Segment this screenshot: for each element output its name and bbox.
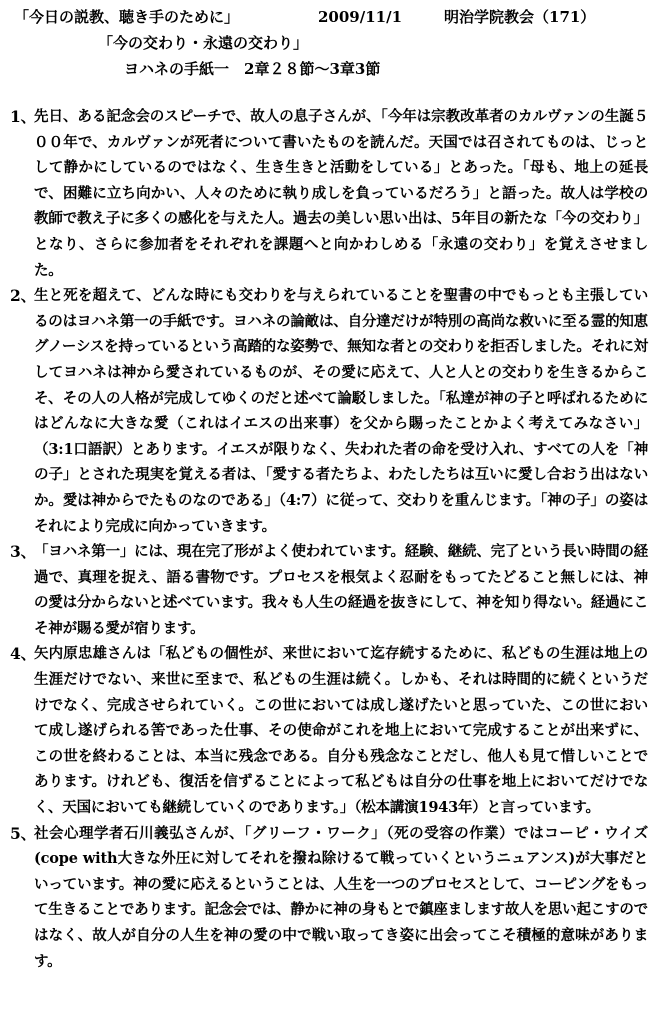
church-name: 明治学院教会（171）: [444, 8, 596, 26]
paragraph-4: [8, 641, 648, 820]
paragraph-number: 3、: [10, 542, 36, 562]
paragraph-number: 2、: [10, 286, 36, 306]
paragraph-text: 生と死を超えて、どんな時にも交わりを与えられていることを聖書の中でもっとも主張しているのはヨハネ第一の手紙です。ヨハネの論敵は、自分達だけが特別の高尚な救いに至る霊的知恵グノーシスを持っているという高踏的な姿勢で、無知な者との交わりを拒否しました。それに対してヨハネは神から愛されているものが、その愛に応えて、人と人との交わりを生きるからこそ、その人の人格が完成してゆくのだと述べて論駁しました。「私達が神の子と呼ばれるためにはどんなに大きな愛（これはイエスの出来事）を父から賜ったことかよく考えてみなさい」（3:1口語訳）とあります。イエスが限りなく、失われた者の命を受け入れ、すべての人を「神の子」とされた現実を覚える者は、「愛する者たちよ、わたしたちは互いに愛し合おう出はないか。愛は神からでたものなのである」（4:7）に従って、交わりを重んじます。「神の子」の姿はそれにより完成に向かっていきます。: [34, 287, 648, 535]
handout-date: 2009/11/1: [318, 8, 403, 26]
paragraph-number: 1、: [10, 107, 36, 126]
paragraph-number: 4、: [10, 644, 36, 664]
paragraph-3: [8, 539, 648, 641]
paragraph-text: 矢内原忠雄さんは「私どもの個性が、来世において迄存続するために、私どもの生涯は地上の生涯だけでない、来世に至まで、私どもの生涯は続く。しかも、それは時間的に続くというだけでなく、完成させられていく。この世においては成し遂げたいと思っていた、この世において成し遂げられる筈であった仕事、その使命がこれを地上において完成することが出来ずに、この世を終わることは、本当に残念である。自分も残念なことだし、他人も見て惜しいことであります。けれども、復活を信ずることによって私どもは自分の仕事を地上においてだけでなく、天国においても継続していくのであります。」（松本講演1943年）と言っています。: [34, 645, 648, 817]
sermon-title: 「今の交わり・永遠の交わり」: [98, 34, 309, 52]
paragraph-2: [8, 283, 648, 539]
paragraph-text: 社会心理学者石川義弘さんが、「グリーフ・ワーク」（死の受容の作業）ではコーピ・ウイズ(cope with大きな外圧に対してそれを撥ね除けるて戦っていくというニュアンス)が大事だといっています。神の愛に応えるということは、人生を一つのプロセスとして、コーピングをもって生きることであります。記念会では、静かに神の身もとで鎮座まします故人を思い起こすのではなく、故人が自分の人生を神の愛の中で戦い取ってき姿に出会ってこそ積極的意味があります。: [34, 824, 648, 970]
paragraph-text: 「ヨハネ第一」には、現在完了形がよく使われています。経験、継続、完了という長い時間の経過で、真理を捉え、語る書物です。プロセスを根気よく忍耐をもってたどること無しには、神の愛は分からないと述べています。我々も人生の経過を抜きにして、神を知り得ない。経過にこそ神が賜る愛が宿ります。: [34, 543, 648, 637]
paragraph-1: [8, 104, 648, 283]
handout-title: 「今日の説教、聴き手のために」: [14, 8, 240, 26]
sermon-body: [8, 104, 648, 974]
paragraph-5: [8, 821, 648, 975]
paragraph-number: 5、: [10, 823, 36, 843]
scripture-reference: ヨハネの手紙一 2章２８節～3章3節: [124, 60, 381, 78]
paragraph-text: 先日、ある記念会のスピーチで、故人の息子さんが、「今年は宗教改革者のカルヴァンの生誕５００年で、カルヴァンが死者について書いたものを読んだ。天国では召されてものは、じっとして静かにしているのではなく、生き生きと活動をしている」とあった。「母も、地上の延長で、困難に立ち向かい、人々のために執り成しを負っているだろう」と語った。故人は学校の教師で教え子に多くの感化を与えた人。過去の美しい思い出は、5年目の新たな「今の交わり」となり、さらに参加者をそれぞれを課題へと向かわしめる「永遠の交わり」を覚えさせました。: [34, 108, 648, 279]
